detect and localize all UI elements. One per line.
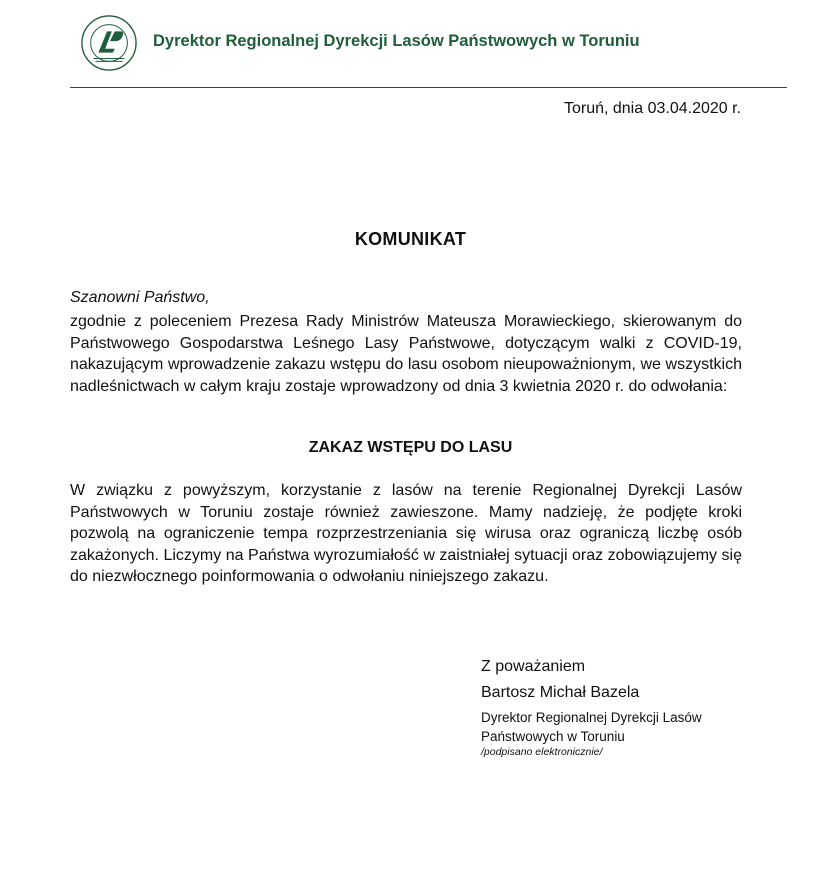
- ban-heading: ZAKAZ WSTĘPU DO LASU: [308, 439, 513, 456]
- signature-title: Dyrektor Regionalnej Dyrekcji Lasów Państwowych w Toruniu: [481, 710, 702, 744]
- lasy-panstwowe-logo: [80, 14, 138, 72]
- document-title: KOMUNIKAT: [354, 229, 467, 249]
- signature-note: /podpisano elektronicznie/: [481, 746, 603, 758]
- signature-closing: Z poważaniem: [481, 658, 586, 675]
- place-date: Toruń, dnia 03.04.2020 r.: [563, 100, 741, 117]
- paragraph-2: W związku z powyższym, korzystanie z lasów na terenie Regionalnej Dyrekcji Lasów Państwowych w Toruniu zostaje również zawieszone. Mamy nadzieję, że podjęte kroki pozwolą na ograniczenie tempa rozprzestrzeniania się wirusa oraz ograniczą liczbę osób zakażonych. Liczymy na Państwa wyrozumiałość w zaistniałej sytuacji oraz zobowiązujemy się do niezwłocznego poinformowania o odwołaniu niniejszego zakazu.: [70, 482, 742, 585]
- salutation: Szanowni Państwo,: [70, 289, 210, 306]
- header-title: Dyrektor Regionalnej Dyrekcji Lasów Państwowych w Toruniu: [153, 32, 640, 50]
- paragraph-1: zgodnie z poleceniem Prezesa Rady Ministrów Mateusza Morawieckiego, skierowanym do Państwowego Gospodarstwa Leśnego Lasy Państwowe, dotyczącym walki z COVID-19, nakazującym wprowadzenie zakazu wstępu do lasu osobom nieupoważnionym, we wszystkich nadleśnictwach w całym kraju zostaje wprowadzony od dnia 3 kwietnia 2020 r. do odwołania:: [70, 313, 742, 395]
- header-divider: [70, 87, 787, 88]
- signature-name: Bartosz Michał Bazela: [481, 684, 640, 701]
